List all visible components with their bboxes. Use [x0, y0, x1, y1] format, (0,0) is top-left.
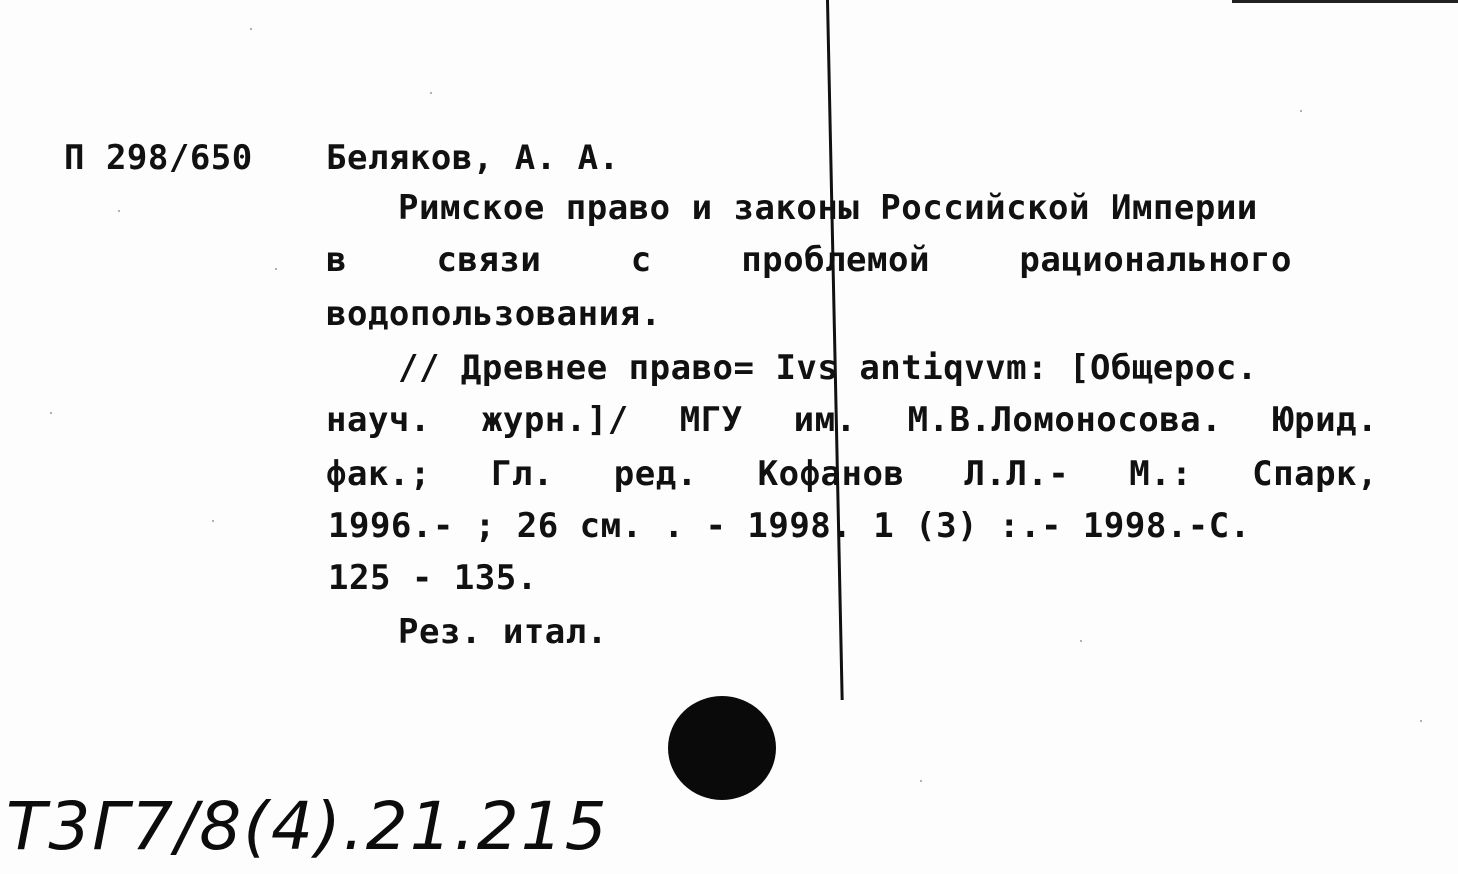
title-line-2-word: связи — [436, 240, 542, 280]
title-line-2-word: рационального — [1019, 240, 1292, 280]
paper-speck — [275, 268, 277, 270]
paper-speck — [430, 92, 432, 94]
source-line-2 — [326, 400, 1378, 440]
title-line-2-word: в — [326, 240, 347, 280]
source-line-2-word: Юрид. — [1273, 400, 1378, 440]
summary-note: Рез. итал. — [398, 612, 608, 652]
source-line-2-word: М.В.Ломоносова. — [907, 400, 1223, 440]
title-line-2-word: проблемой — [741, 240, 930, 280]
paper-speck — [212, 520, 214, 522]
source-line-3-word: Л.Л.- — [964, 454, 1070, 494]
author: Беляков, А. А. — [326, 138, 620, 178]
paper-speck — [1300, 110, 1302, 112]
handwritten-code: Т3Г7/8(4).21.215 — [6, 788, 609, 865]
source-line-3-word: фак.; — [326, 454, 431, 494]
title-line-3: водопользования. — [326, 294, 662, 334]
source-line-2-word: МГУ — [679, 400, 743, 440]
source-line-3-word: Гл. — [490, 454, 554, 494]
source-line-3-word: ред. — [613, 454, 698, 494]
paper-speck — [50, 412, 52, 414]
title-line-2 — [326, 240, 1292, 280]
source-line-2-word: журн.]/ — [481, 400, 629, 440]
paper-speck — [1420, 720, 1422, 722]
source-line-5: 125 - 135. — [328, 558, 538, 598]
punch-hole — [668, 696, 776, 800]
source-line-1: // Древнее право= Ivs antiqvvm: [Общерос. — [398, 348, 1258, 388]
source-line-3-word: Кофанов — [757, 454, 905, 494]
paper-speck — [920, 780, 922, 782]
title-line-2-word: с — [630, 240, 652, 280]
paper-speck — [1080, 640, 1082, 642]
source-line-3-word: М.: — [1129, 454, 1193, 494]
paper-speck — [250, 28, 252, 30]
source-line-3-word: Спарк, — [1252, 454, 1378, 494]
source-line-3 — [326, 454, 1378, 494]
title-line-1: Римское право и законы Российской Империи — [398, 188, 1258, 228]
source-line-2-word: науч. — [326, 400, 431, 440]
source-line-4: 1996.- ; 26 см. . - 1998. 1 (3) :.- 1998.-С. — [328, 506, 1251, 546]
top-edge-line — [1232, 0, 1458, 3]
paper-speck — [118, 210, 120, 212]
shelfmark: П 298/650 — [64, 138, 253, 178]
source-line-2-word: им. — [793, 400, 857, 440]
